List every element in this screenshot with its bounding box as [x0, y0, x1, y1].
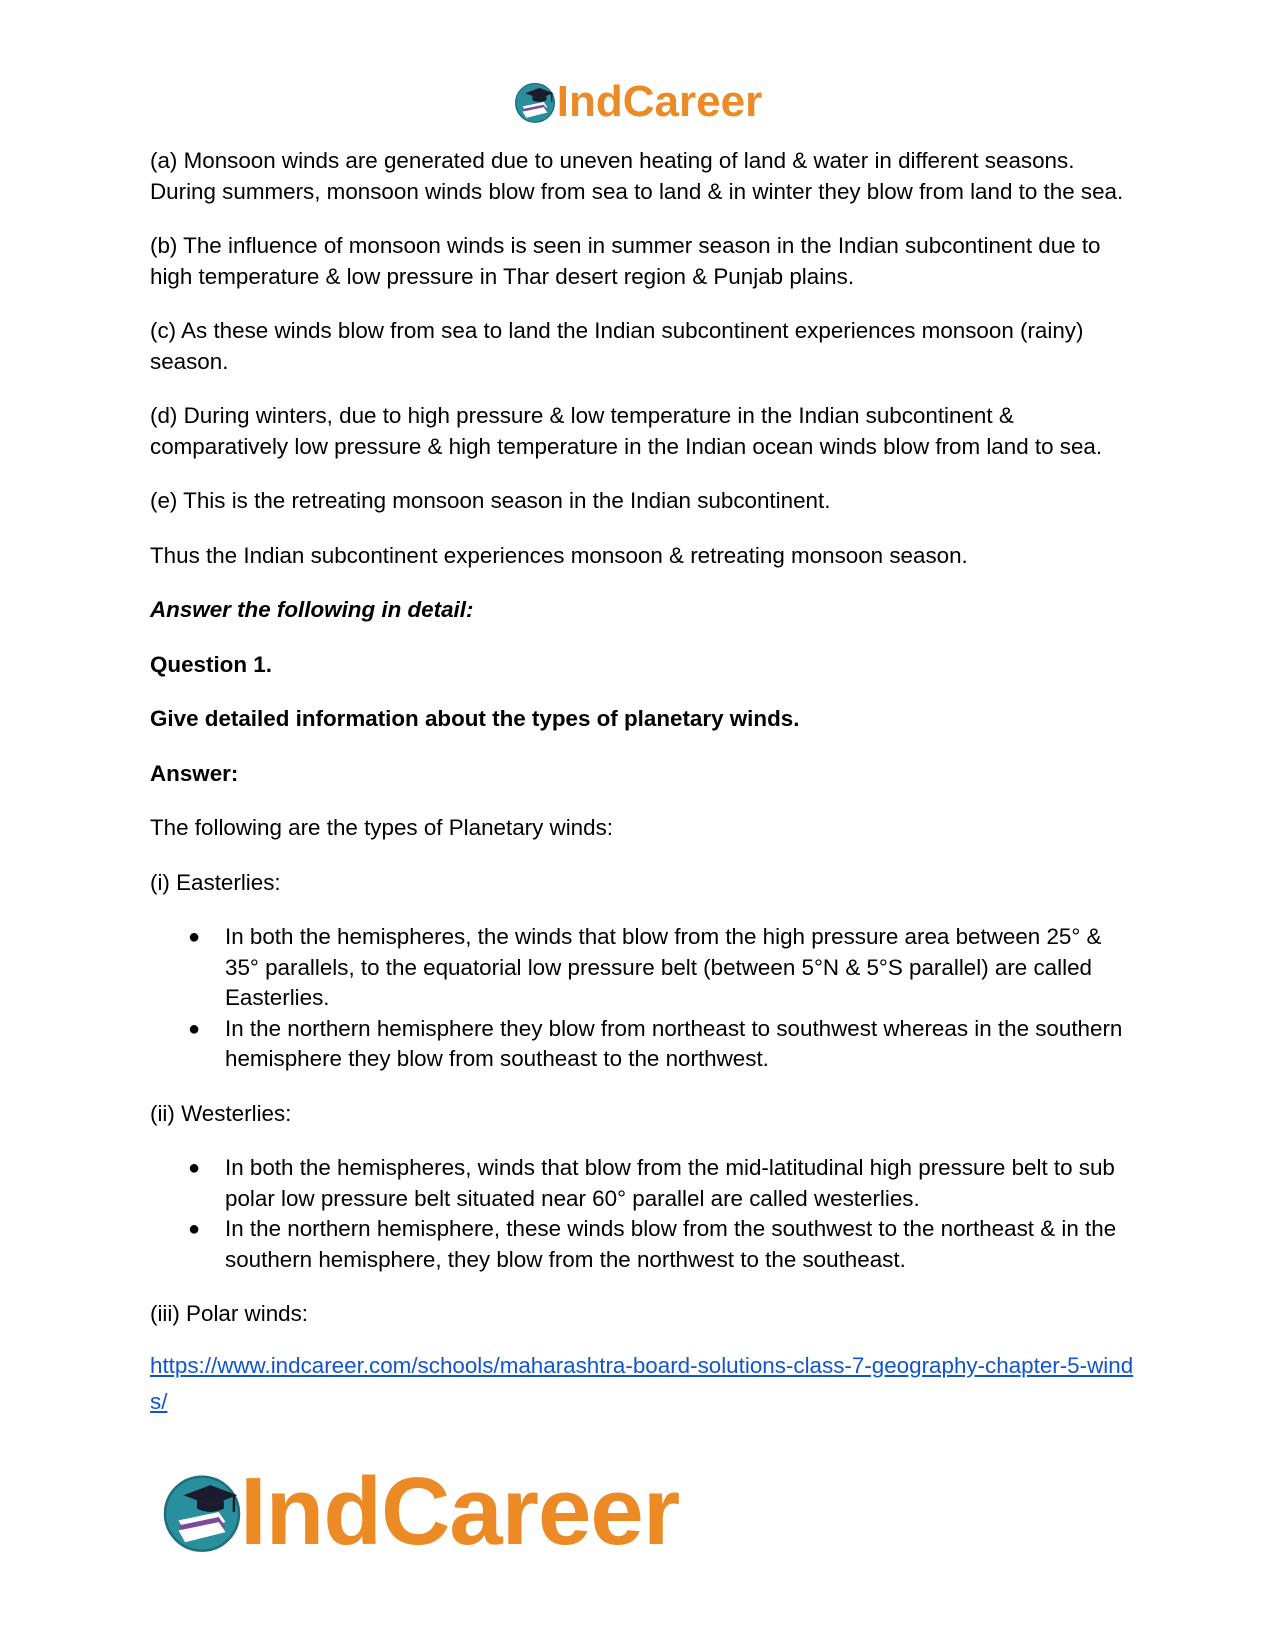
paragraph-a: (a) Monsoon winds are generated due to uneven heating of land & water in different seasons. During summers, monsoon winds blow from sea to land & in winter they blow from land to the sea.: [150, 148, 1124, 204]
list-item: [188, 922, 1140, 1014]
document-body: [150, 146, 1140, 1420]
polar-heading: (iii) Polar winds:: [150, 1301, 309, 1326]
answer-label: Answer:: [150, 760, 239, 786]
easterlies-list: [150, 922, 1140, 1075]
bullet-icon: ●: [188, 1017, 201, 1040]
list-item-text: In the northern hemisphere they blow from northeast to southwest whereas in the southern hemisphere they blow from southeast to the northwest.: [225, 1015, 1123, 1071]
bullet-icon: ●: [188, 926, 201, 948]
paragraph-b: (b) The influence of monsoon winds is seen in summer season in the Indian subcontinent due to high temperature & low pressure in Thar desert region & Punjab plains.: [150, 233, 1101, 289]
question-label: Question 1.: [150, 651, 272, 677]
paragraph-e: (e) This is the retreating monsoon season in the Indian subcontinent.: [150, 488, 831, 513]
answer-intro: The following are the types of Planetary winds:: [150, 815, 613, 840]
bullet-icon: ●: [188, 1218, 201, 1240]
brand-name: IndCareer: [556, 77, 763, 126]
graduation-cap-books-globe-icon: [513, 80, 557, 124]
bullet-icon: ●: [188, 1157, 201, 1179]
paragraph-summary: Thus the Indian subcontinent experiences monsoon & retreating monsoon season.: [150, 542, 968, 568]
list-item: [188, 1014, 1140, 1075]
section-heading: Answer the following in detail:: [150, 597, 474, 622]
paragraph-c: (c) As these winds blow from sea to land the Indian subcontinent experiences monsoon (rainy) season.: [150, 318, 1084, 374]
header-logo[interactable]: [0, 78, 1275, 126]
source-link[interactable]: https://www.indcareer.com/schools/maharashtra-board-solutions-class-7-geography-chapter-5-winds/: [150, 1352, 1134, 1414]
question-text: Give detailed information about the types of planetary winds.: [150, 706, 800, 731]
graduation-cap-books-globe-icon: [160, 1470, 244, 1554]
brand-name: IndCareer: [240, 1458, 680, 1565]
header-logo-wrap: [513, 78, 762, 126]
list-item: [188, 1153, 1140, 1214]
westerlies-list: [150, 1153, 1140, 1275]
list-item-text: In both the hemispheres, winds that blow from the mid-latitudinal high pressure belt to sub polar low pressure belt situated near 60° parallel are called westerlies.: [225, 1155, 1115, 1211]
easterlies-heading: (i) Easterlies:: [150, 869, 281, 895]
list-item: [188, 1214, 1140, 1275]
list-item-text: In both the hemispheres, the winds that blow from the high pressure area between 25° & 35° parallels, to the equatorial low pressure belt (between 5°N & 5°S parallel) are called Easterlies.: [225, 924, 1102, 1010]
westerlies-heading: (ii) Westerlies:: [150, 1100, 292, 1126]
list-item-text: In the northern hemisphere, these winds blow from the southwest to the northeast & in the southern hemisphere, they blow from the northwest to the southeast.: [225, 1216, 1117, 1272]
footer-logo[interactable]: [160, 1458, 680, 1565]
paragraph-d: (d) During winters, due to high pressure & low temperature in the Indian subcontinent & comparatively low pressure & high temperature in the Indian ocean winds blow from land to sea.: [150, 403, 1103, 459]
